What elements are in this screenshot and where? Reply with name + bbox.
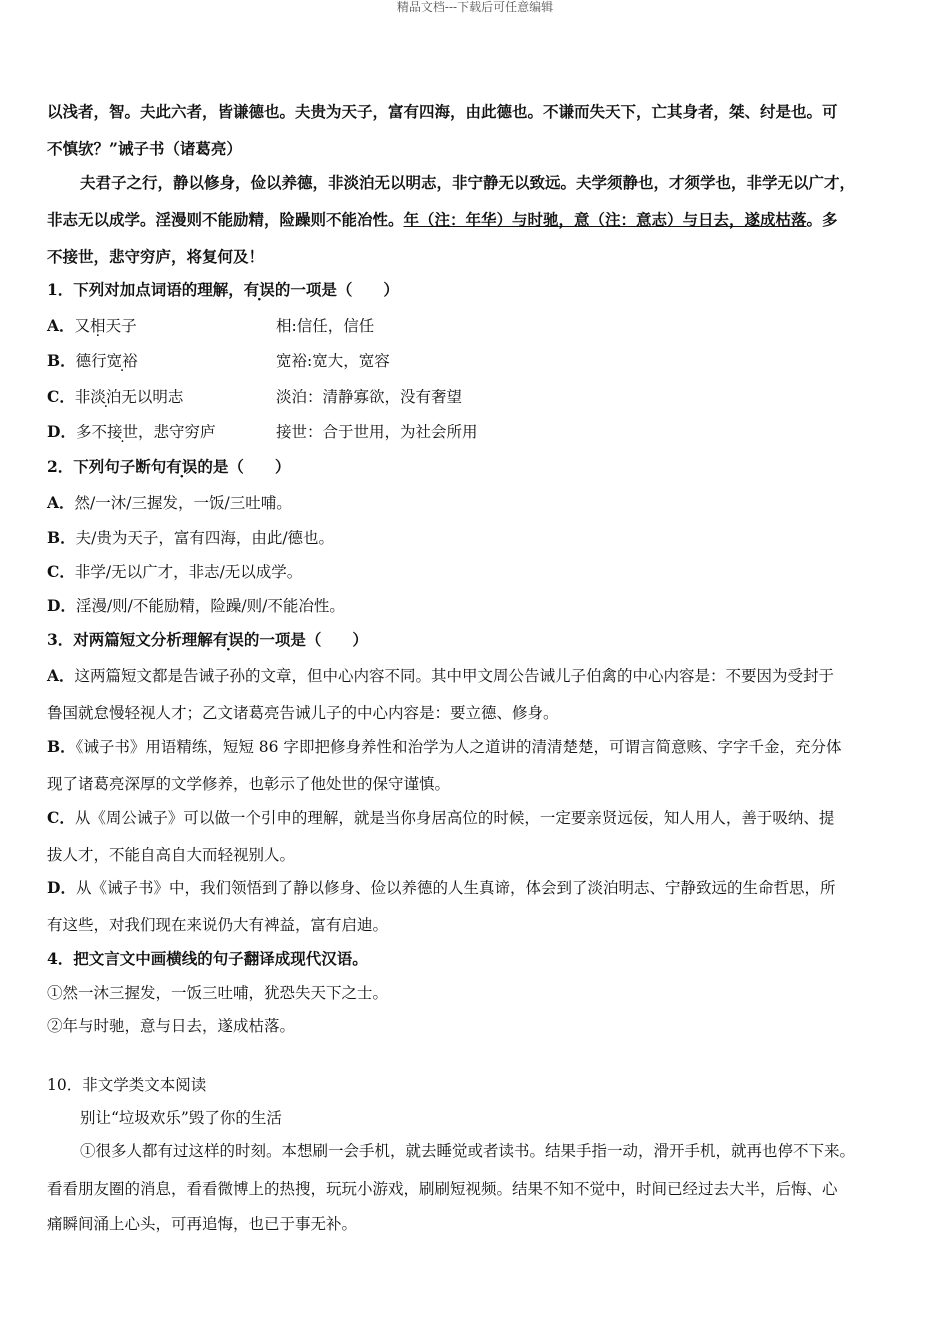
article-paragraph: 痛瞬间涌上心头，可再追悔，也已于事无补。 [47, 1215, 358, 1233]
q1-option-d [47, 422, 216, 442]
option-text: 德行 [75, 352, 107, 370]
option-letter: C． [47, 387, 75, 406]
option-text: ，悲守穷庐 [137, 423, 216, 441]
option-text: 非 [74, 388, 91, 406]
passage-line: 不接世，悲守穷庐，将复何及！ [47, 247, 265, 266]
passage-line: 夫君子之行，静以修身，俭以养德，非淡泊无以明志，非宁静无以致远。夫学须静也，才须学也，非学无以广才， [80, 173, 856, 192]
dotted-word: 相 [90, 317, 106, 335]
question-4-stem: 4．把文言文中画横线的句子翻译成现代汉语。 [47, 949, 368, 968]
emphasis-dotted: 有误 [212, 630, 244, 649]
underlined-sentence: 年（注：年华）与时驰，意（注：意志）与日去，遂成枯落 [403, 210, 807, 229]
q3-option-b [47, 737, 841, 757]
q1-option-b [47, 351, 138, 371]
dotted-word: 宽裕 [106, 352, 138, 370]
stem-text: 的是（ ） [197, 457, 291, 476]
emphasis-dotted: 有误 [243, 280, 275, 299]
q1-option-c-explanation: 淡泊：清静寡欲，没有奢望 [276, 388, 463, 406]
q2-option-b [47, 528, 334, 548]
q1-option-a-explanation: 相:信任，信任 [276, 317, 375, 335]
page-header: 精品文档---下载后可任意编辑 [396, 0, 554, 14]
option-text: 淫漫/则/不能励精，险躁/则/不能冶性。 [75, 597, 345, 615]
option-text: 又 [74, 317, 91, 335]
q1-option-b-explanation: 宽裕:宽大，宽容 [276, 352, 390, 370]
option-letter: A． [47, 316, 75, 335]
question-3-stem [47, 630, 368, 650]
q4-sentence-2: ②年与时驰，意与日去，遂成枯落。 [47, 1017, 296, 1035]
stem-text: 2．下列句子断句 [47, 457, 167, 476]
stem-text: 的一项是（ ） [243, 630, 368, 649]
q3-option-a-cont: 鲁国就怠慢轻视人才；乙文诸葛亮告诫儿子的中心内容是：要立德、修身。 [47, 704, 559, 722]
q1-option-c [47, 387, 183, 407]
question-1-stem [47, 280, 399, 300]
option-text: 多不 [75, 423, 107, 441]
option-letter: A． [47, 666, 75, 685]
option-text: 夫/贵为天子，富有四海，由此/德也。 [75, 529, 335, 547]
dotted-word: 接世 [106, 423, 138, 441]
option-letter: B． [47, 351, 76, 370]
question-2-stem [47, 457, 290, 477]
option-text: 《诫子书》用语精练，短短 86 字即把修身养性和治学为人之道讲的清清楚楚，可谓言简意赅、字字千金，充分体 [75, 738, 842, 756]
option-letter: D． [47, 596, 76, 615]
passage-line [47, 210, 838, 230]
option-text: 天子 [105, 317, 137, 335]
q3-option-c [47, 808, 834, 828]
emphasis-dotted: 有误 [166, 457, 198, 476]
article-paragraph: 看看朋友圈的消息，看看微博上的热搜，玩玩小游戏，刷刷短视频。结果不知不觉中，时间已经过去大半，后悔、心 [47, 1180, 838, 1198]
option-text: 从《诫子书》中，我们领悟到了静以修身、俭以养德的人生真谛，体会到了淡泊明志、宁静致远的生命哲思，所 [75, 879, 836, 897]
option-letter: C． [47, 562, 75, 581]
stem-text: 1．下列对加点词语的理解， [47, 280, 244, 299]
q3-option-d [47, 878, 835, 898]
q1-option-d-explanation: 接世：合于世用，为社会所用 [276, 423, 478, 441]
q3-option-d-cont: 有这些，对我们现在来说仍大有裨益，富有启迪。 [47, 916, 389, 934]
q3-option-c-cont: 拔人才，不能自高自大而轻视别人。 [47, 846, 296, 864]
passage-text: 非志无以成学。淫漫则不能励精，险躁则不能冶性。 [47, 210, 404, 229]
option-letter: B． [47, 528, 76, 547]
option-text: 然/一沐/三握发，一饭/三吐哺。 [74, 494, 292, 512]
q4-sentence-1: ①然一沐三握发，一饭三吐哺，犹恐失天下之士。 [47, 984, 389, 1002]
option-text: 非学/无以广才，非志/无以成学。 [74, 563, 303, 581]
option-letter: C． [47, 808, 75, 827]
option-letter: A． [47, 493, 75, 512]
stem-text: 3．对两篇短文分析理解 [47, 630, 213, 649]
option-letter: B． [47, 737, 76, 756]
option-letter: D． [47, 878, 76, 897]
passage-line: 不慎欤？”诫子书（诸葛亮） [47, 139, 242, 158]
q2-option-d [47, 596, 345, 616]
q3-option-b-cont: 现了诸葛亮深厚的文学修养，也彰示了他处世的保守谨慎。 [47, 775, 451, 793]
option-letter: D． [47, 422, 76, 441]
q3-option-a [47, 666, 834, 686]
passage-text: 。多 [806, 210, 838, 229]
option-text: 从《周公诫子》可以做一个引申的理解，就是当你身居高位的时候，一定要亲贤远佞，知人用人，善于吸纳、提 [74, 809, 835, 827]
article-paragraph: ①很多人都有过这样的时刻。本想刷一会手机，就去睡觉或者读书。结果手指一动，滑开手机，就再也停不下来。 [80, 1142, 856, 1160]
option-text: 无以明志 [121, 388, 184, 406]
q2-option-a [47, 493, 292, 513]
q2-option-c [47, 562, 302, 582]
option-text: 这两篇短文都是告诫子孙的文章，但中心内容不同。其中甲文周公告诫儿子伯禽的中心内容是：不要因为受封于 [74, 667, 835, 685]
article-title: 别让“垃圾欢乐”毁了你的生活 [80, 1109, 282, 1127]
stem-text: 的一项是（ ） [274, 280, 399, 299]
q1-option-a [47, 316, 137, 336]
section-10-heading: 10．非文学类文本阅读 [47, 1076, 207, 1094]
passage-line: 以浅者，智。夫此六者，皆谦德也。夫贵为天子，富有四海，由此德也。不谦而失天下，亡其身者，桀、纣是也。可 [47, 102, 838, 121]
dotted-word: 淡泊 [90, 388, 122, 406]
